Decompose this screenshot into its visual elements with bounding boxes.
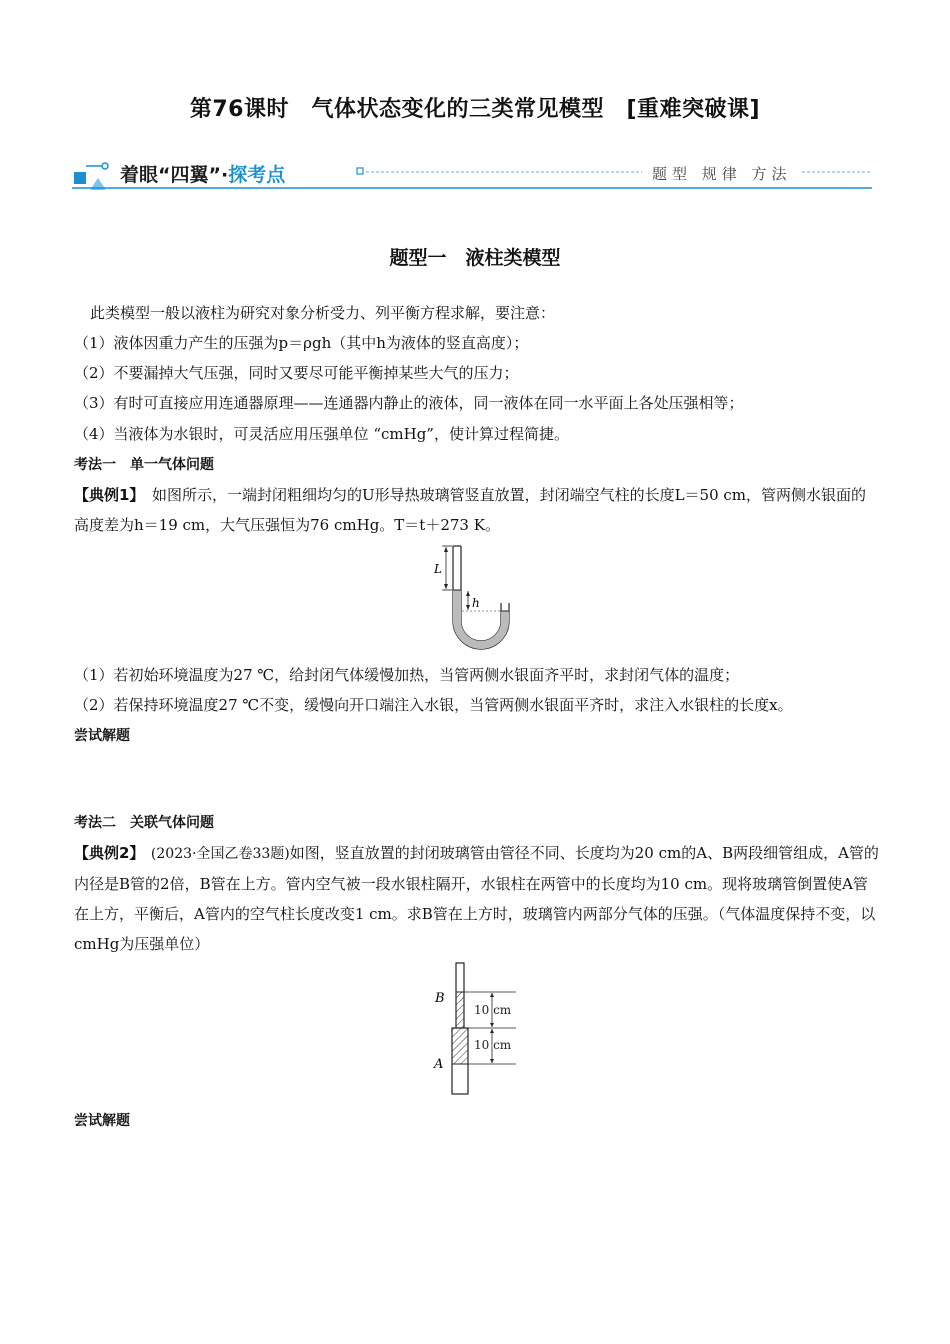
tube-figure <box>430 960 540 1100</box>
banner-heading: 着眼“四翼”·探考点 <box>120 164 286 186</box>
example1-text: 【典例1】 如图所示，一端封闭粗细均匀的U形导热玻璃管竖直放置，封闭端空气柱的长度L＝50 cm，管两侧水银面的高度差为h＝19 cm，大气压强恒为76 cmHg。T＝t＋273 K。 <box>74 486 867 534</box>
point-1: （1）液体因重力产生的压强为p＝ρgh（其中h为液体的竖直高度）； <box>74 334 529 352</box>
label-B: B <box>435 991 445 1006</box>
point-3: （3）有时可直接应用连通器原理——连通器内静止的液体，同一液体在同一水平面上各处压强相等； <box>74 394 744 412</box>
question-1: （1）若初始环境温度为27 ℃，给封闭气体缓慢加热，当管两侧水银面齐平时，求封闭气体的温度； <box>74 666 740 684</box>
label-len-1: 10 cm <box>474 1003 512 1017</box>
question-2: （2）若保持环境温度27 ℃不变，缓慢向开口端注入水银，当管两侧水银面平齐时，求注入水银柱的长度x。 <box>74 696 793 714</box>
try-solve-2: 尝试解题 <box>74 1113 130 1129</box>
try-solve-1: 尝试解题 <box>74 728 130 744</box>
page-title: 第76课时 气体状态变化的三类常见模型 [重难突破课] <box>189 97 761 122</box>
section-title: 题型一 液柱类模型 <box>389 247 561 269</box>
section-banner <box>72 158 878 192</box>
point-2: （2）不要漏掉大气压强，同时又要尽可能平衡掉某些大气的压力； <box>74 364 519 382</box>
u-tube-figure <box>428 543 548 653</box>
method1-heading: 考法一 单一气体问题 <box>74 457 214 473</box>
banner-tagline: 题型 规律 方法 <box>652 165 792 183</box>
label-A: A <box>434 1057 444 1072</box>
intro-text: 此类模型一般以液柱为研究对象分析受力、列平衡方程求解，要注意： <box>90 304 556 322</box>
method2-heading: 考法二 关联气体问题 <box>74 815 214 831</box>
label-h: h <box>472 596 480 610</box>
label-len-2: 10 cm <box>474 1038 512 1052</box>
label-L: L <box>434 562 442 576</box>
example2-text: 【典例2】 (2023·全国乙卷33题)如图，竖直放置的封闭玻璃管由管径不同、长度均为20 cm的A、B两段细管组成，A管的内径是B管的2倍，B管在上方。管内空气被一段水银柱隔开，水银柱在两管中的长度均为10 cm。现将玻璃管倒置使A管在上方，平衡后，A管内的空气柱长度改变1 cm。求B管在上方时，玻璃管内两部分气体的压强。（气体温度保持不变，以cmHg为压强单位） <box>74 844 879 953</box>
point-4: （4）当液体为水银时，可灵活应用压强单位 “cmHg”，使计算过程简捷。 <box>74 425 569 443</box>
